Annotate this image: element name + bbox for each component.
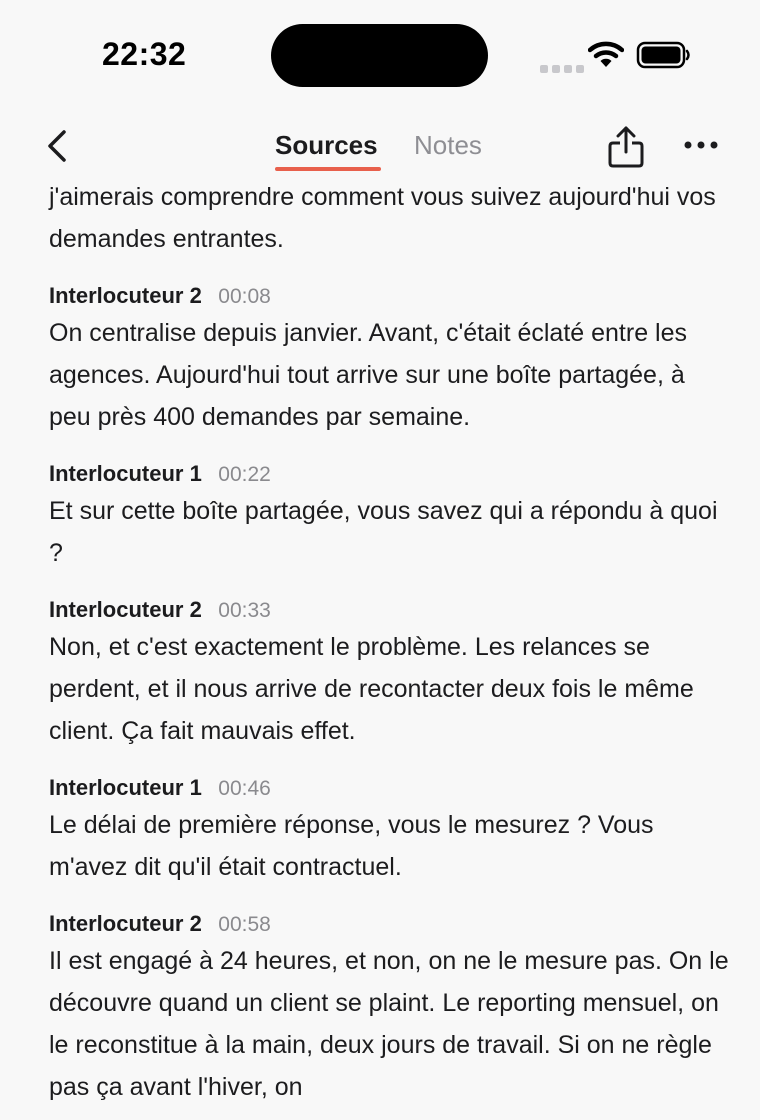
clock: 22:32	[102, 36, 187, 72]
transcript-text: j'aimerais comprendre comment vous suivez aujourd'hui vos demandes entrantes.	[49, 183, 716, 253]
more-horizontal-icon	[682, 136, 720, 154]
timestamp[interactable]: 00:58	[218, 913, 271, 936]
speaker-name: Interlocuteur 1	[49, 461, 202, 486]
status-bar	[0, 0, 760, 110]
speaker-name: Interlocuteur 2	[49, 597, 202, 622]
transcript-entry	[49, 458, 729, 574]
transcript-text: Non, et c'est exactement le problème. Les relances se perdent, et il nous arrive de recontacter deux fois le même client. Ça fait mauvais effet.	[49, 633, 694, 745]
speaker-name: Interlocuteur 1	[49, 775, 202, 800]
speaker-name: Interlocuteur 2	[49, 911, 202, 936]
transcript-entry	[49, 772, 729, 888]
active-tab-indicator	[275, 167, 381, 171]
timestamp[interactable]: 00:22	[218, 463, 271, 486]
chevron-left-icon	[40, 126, 76, 166]
tab-notes[interactable]: Notes	[414, 130, 482, 160]
share-icon	[606, 124, 646, 170]
transcript-text: Et sur cette boîte partagée, vous savez qui a répondu à quoi ?	[49, 497, 718, 567]
timestamp[interactable]: 00:08	[218, 285, 271, 308]
timestamp[interactable]: 00:46	[218, 777, 271, 800]
tab-sources[interactable]: Sources	[275, 130, 378, 160]
transcript-text: Le délai de première réponse, vous le mesurez ? Vous m'avez dit qu'il était contractuel.	[49, 811, 654, 881]
transcript-text: Il est engagé à 24 heures, et non, on ne le mesure pas. On le découvre quand un client se plaint. Le reporting mensuel, on le reconstitue à la main, deux jours de travail. Si on ne règle pas ça avant l'hiver, on	[49, 947, 729, 1101]
back-button[interactable]	[40, 126, 76, 166]
battery-icon	[636, 40, 692, 75]
speaker-name: Interlocuteur 2	[49, 283, 202, 308]
wifi-icon	[588, 40, 624, 75]
transcript-entry	[49, 280, 729, 438]
transcript	[49, 176, 729, 1108]
cellular-signal-icon	[540, 60, 588, 78]
navigation-bar	[0, 110, 760, 180]
transcript-entry	[49, 908, 729, 1108]
dynamic-island	[271, 24, 488, 87]
transcript-text: On centralise depuis janvier. Avant, c'était éclaté entre les agences. Aujourd'hui tout arrive sur une boîte partagée, à peu près 400 demandes par semaine.	[49, 319, 688, 431]
share-button[interactable]	[606, 124, 646, 175]
transcript-entry	[49, 594, 729, 752]
more-button[interactable]	[682, 136, 720, 159]
timestamp[interactable]: 00:33	[218, 599, 271, 622]
